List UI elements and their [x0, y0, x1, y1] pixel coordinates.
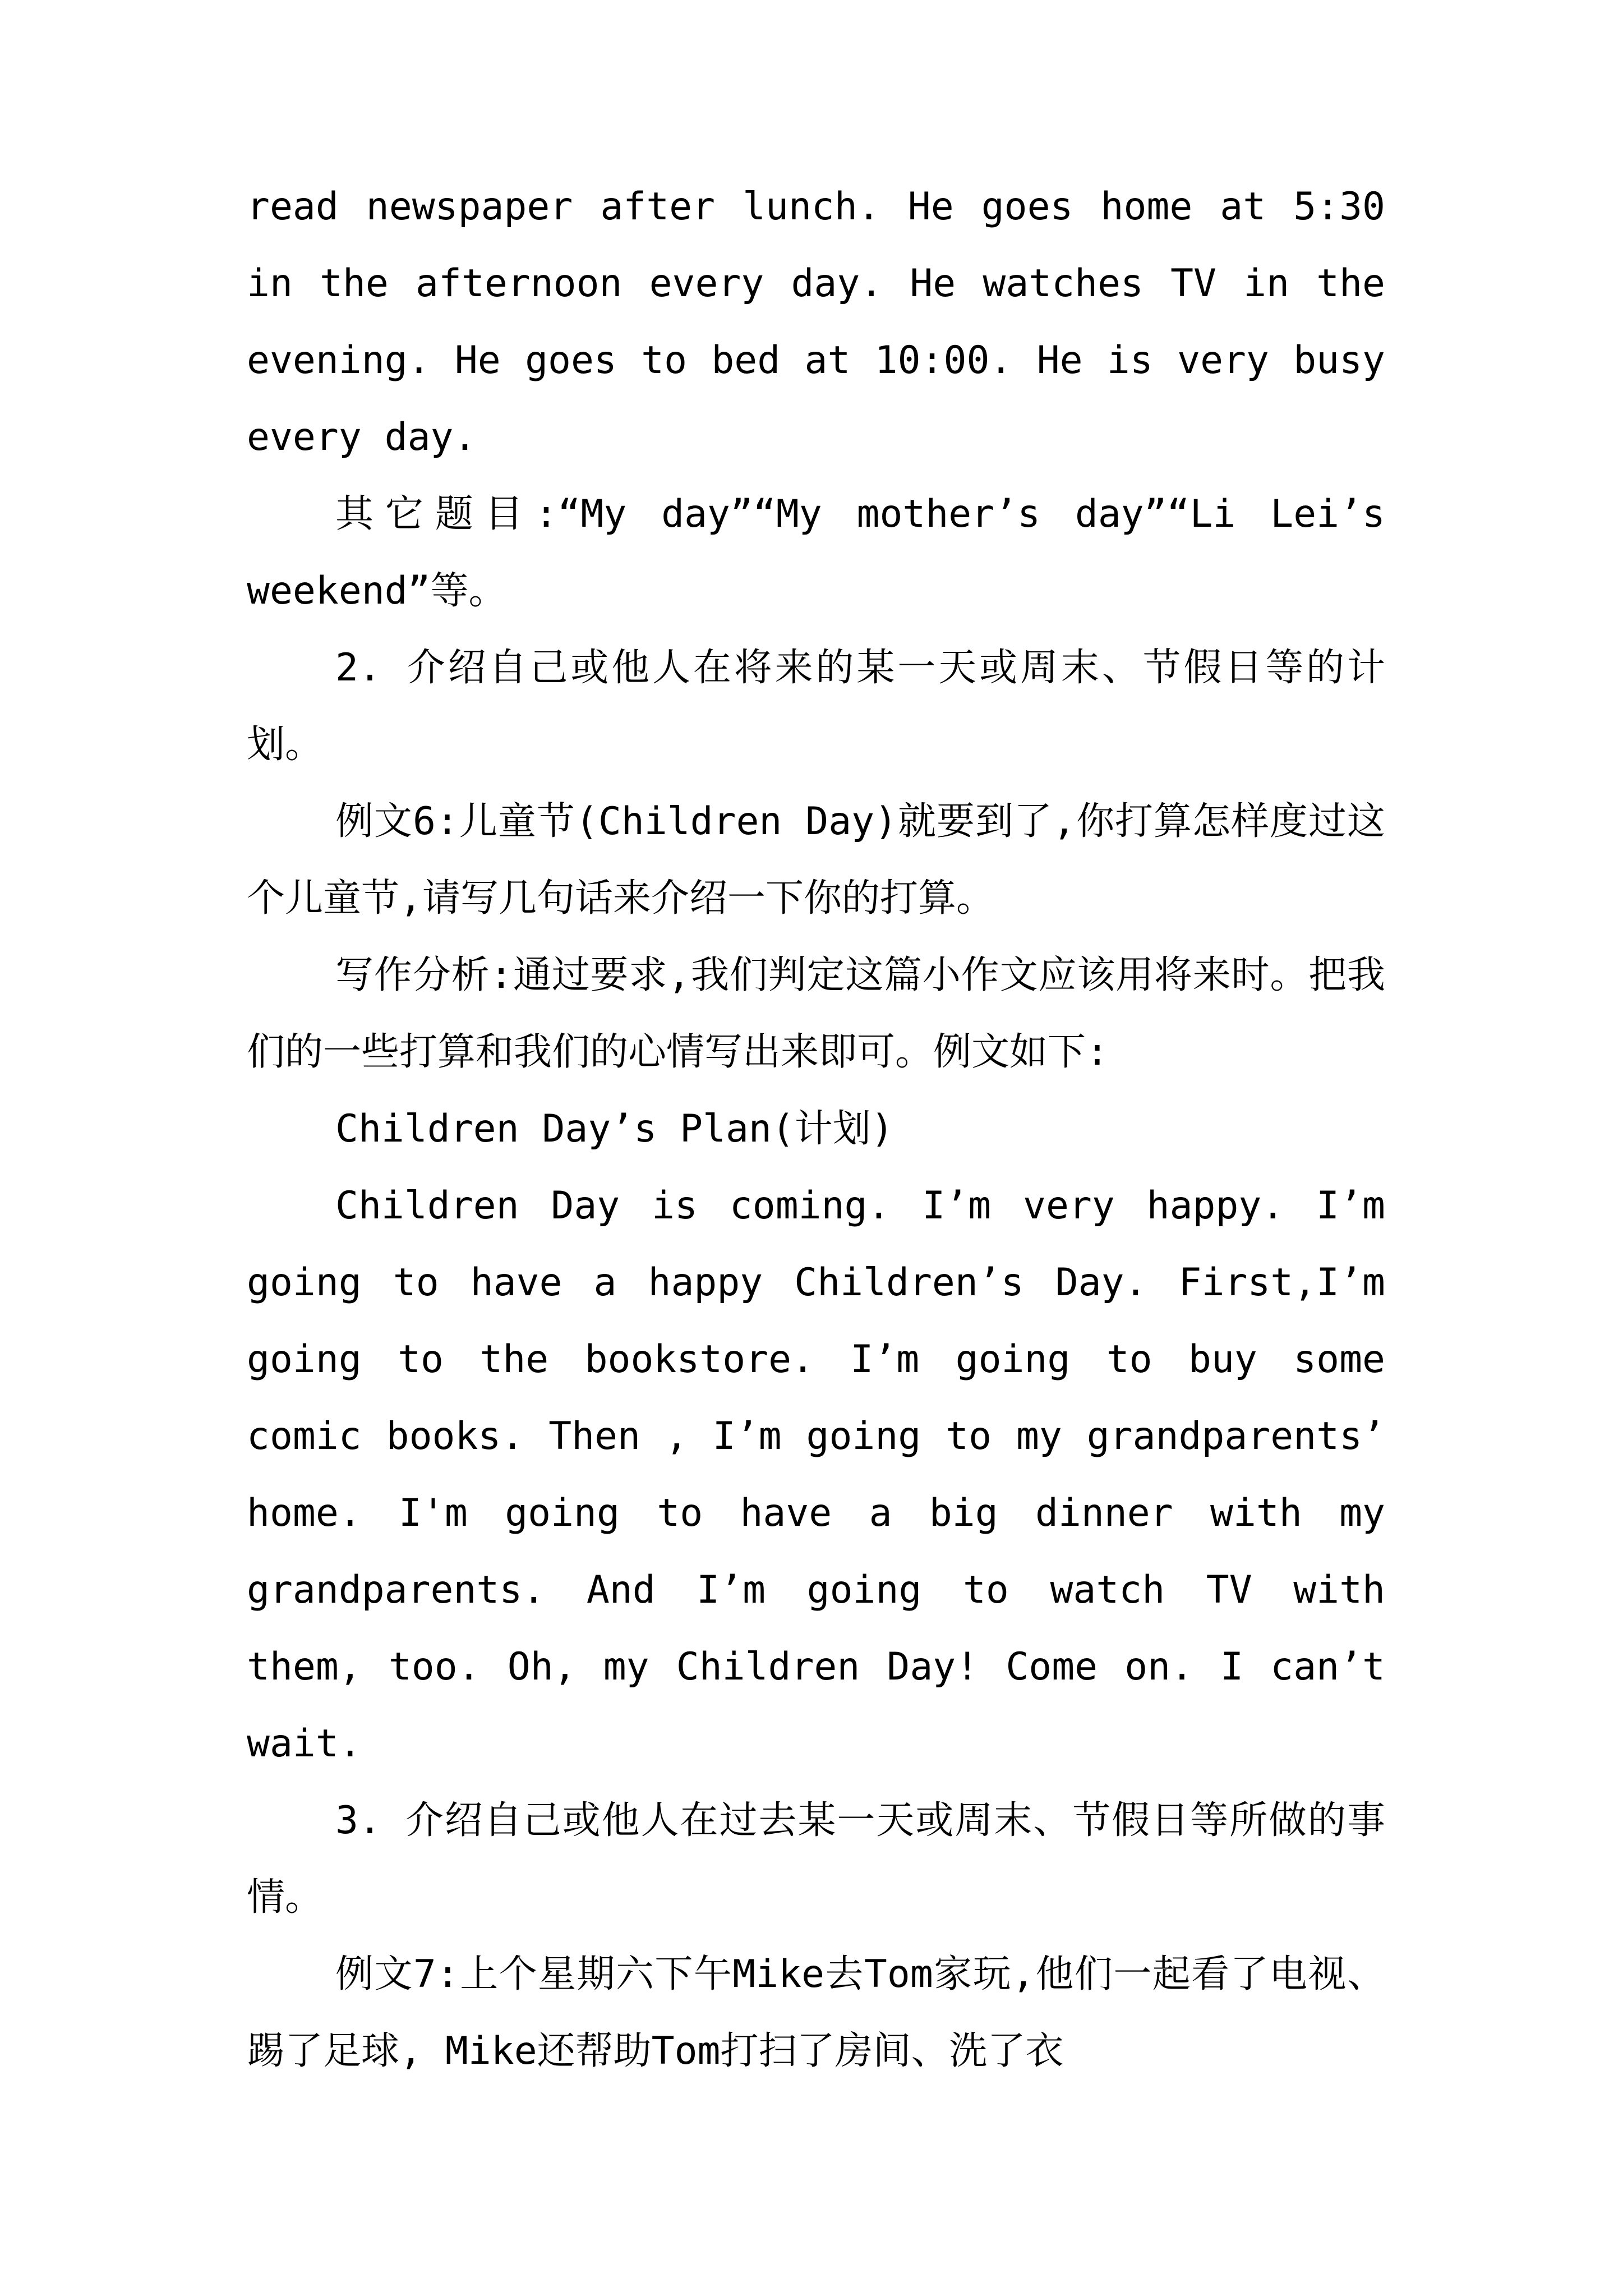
document-page: [247, 168, 1385, 2244]
paragraph-writing-analysis: 写作分析:通过要求,我们判定这篇小作文应该用将来时。把我们的一些打算和我们的心情写出来即可。例文如下:: [247, 953, 1385, 1074]
paragraph-section-2-heading: 2. 介绍自己或他人在将来的某一天或周末、节假日等的计划。: [247, 646, 1385, 767]
paragraph-example-7: 例文7:上个星期六下午Mike去Tom家玩,他们一起看了电视、踢了足球, Mike还帮助Tom打扫了房间、洗了衣: [247, 1952, 1385, 2073]
paragraph-daily-routine: read newspaper after lunch. He goes home at 5:30 in the afternoon every day. He watches TV in the evening. He goes to bed at 10:00. He is very busy every day.: [247, 185, 1385, 459]
paragraph-other-topics: 其它题目:“My day”“My mother’s day”“Li Lei’s weekend”等。: [247, 492, 1385, 613]
paragraph-section-3-heading: 3. 介绍自己或他人在过去某一天或周末、节假日等所做的事情。: [247, 1798, 1385, 1920]
paragraph-example-6: 例文6:儿童节(Children Day)就要到了,你打算怎样度过这个儿童节,请写几句话来介绍一下你的打算。: [247, 799, 1385, 921]
paragraph-essay-title: Children Day’s Plan(计划): [335, 1107, 894, 1151]
paragraph-essay-body: Children Day is coming. I’m very happy. I’m going to have a happy Children’s Day. First,I’m going to the bookstore. I’m going to buy some comic books. Then , I’m going to my grandparents’ home. I'm going to have a big dinner with my grandparents. And I’m going to watch TV with them, too. Oh, my Children Day! Come on. I can’t wait.: [247, 1184, 1385, 1766]
